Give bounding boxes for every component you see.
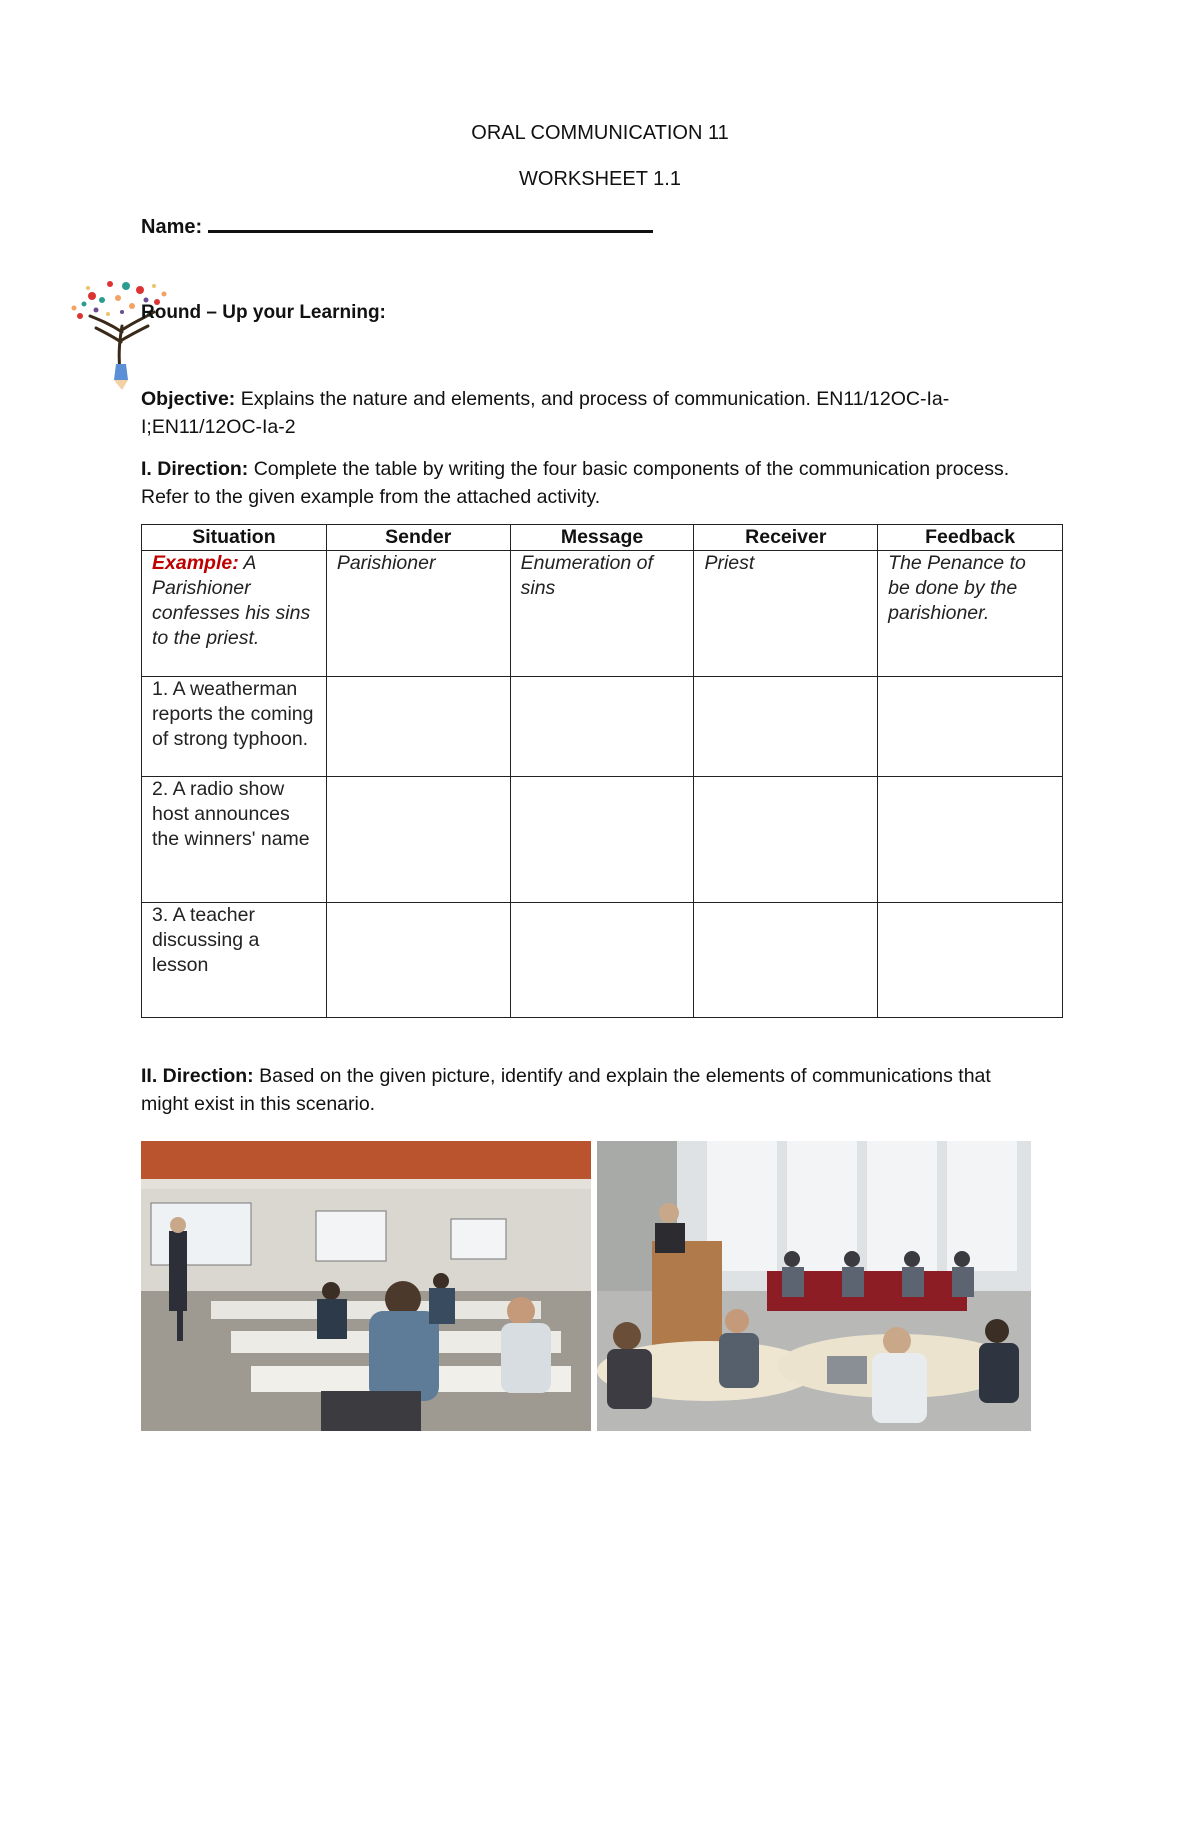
worksheet-title: ORAL COMMUNICATION 11 (471, 122, 729, 144)
direction-two-paragraph (141, 1062, 1041, 1118)
header-message: Message (510, 525, 694, 551)
objective-text: Explains the nature and elements, and process of communication. EN11/12OC-Ia-I;EN11/12OC-Ia-2 (141, 388, 950, 438)
header-sender: Sender (326, 525, 510, 551)
name-blank-line[interactable] (208, 212, 653, 233)
example-receiver: Priest (694, 551, 878, 677)
name-field[interactable] (141, 212, 653, 239)
row-2-feedback-cell[interactable] (878, 777, 1063, 903)
worksheet-subtitle: WORKSHEET 1.1 (519, 168, 681, 190)
example-label: Example: (152, 552, 239, 574)
row-1-message-cell[interactable] (510, 677, 694, 777)
row-3-message-cell[interactable] (510, 903, 694, 1018)
direction-one-label: I. Direction: (141, 458, 249, 480)
direction-two-text: Based on the given picture, identify and explain the elements of communications that might exist in this scenario. (141, 1065, 991, 1115)
example-message: Enumeration of sins (510, 551, 694, 677)
header-receiver: Receiver (694, 525, 878, 551)
row-2-message-cell[interactable] (510, 777, 694, 903)
row-2-receiver-cell[interactable] (694, 777, 878, 903)
row-1-sender-cell[interactable] (326, 677, 510, 777)
communication-components-table (141, 524, 1063, 1018)
table-row (142, 677, 1063, 777)
header-feedback: Feedback (878, 525, 1063, 551)
table-row (142, 903, 1063, 1018)
row-2-sender-cell[interactable] (326, 777, 510, 903)
direction-two-label: II. Direction: (141, 1065, 254, 1087)
objective-paragraph (141, 385, 1041, 441)
table-header-row (142, 525, 1063, 551)
direction-one-paragraph (141, 455, 1041, 511)
name-label: Name: (141, 216, 203, 238)
round-up-heading: Round – Up your Learning: (141, 302, 386, 323)
row-2-situation: 2. A radio show host announces the winners' name (142, 777, 327, 903)
row-1-receiver-cell[interactable] (694, 677, 878, 777)
row-1-feedback-cell[interactable] (878, 677, 1063, 777)
colorful-tree-pencil-icon (62, 272, 180, 390)
example-situation-cell (142, 551, 327, 677)
row-1-situation: 1. A weatherman reports the coming of strong typhoon. (142, 677, 327, 777)
row-3-situation: 3. A teacher discussing a lesson (142, 903, 327, 1018)
classroom-presentation-photo (141, 1141, 591, 1431)
table-row (142, 777, 1063, 903)
row-3-feedback-cell[interactable] (878, 903, 1063, 1018)
objective-label: Objective: (141, 388, 236, 410)
example-row (142, 551, 1063, 677)
example-feedback: The Penance to be done by the parishioner. (878, 551, 1063, 677)
direction-one-text: Complete the table by writing the four basic components of the communication process. Refer to the given example from the attached activity. (141, 458, 1010, 508)
example-situation: A Parishioner confesses his sins to the priest. (152, 552, 311, 649)
row-3-sender-cell[interactable] (326, 903, 510, 1018)
example-sender: Parishioner (326, 551, 510, 677)
row-3-receiver-cell[interactable] (694, 903, 878, 1018)
conference-podium-photo (597, 1141, 1031, 1431)
header-situation: Situation (142, 525, 327, 551)
